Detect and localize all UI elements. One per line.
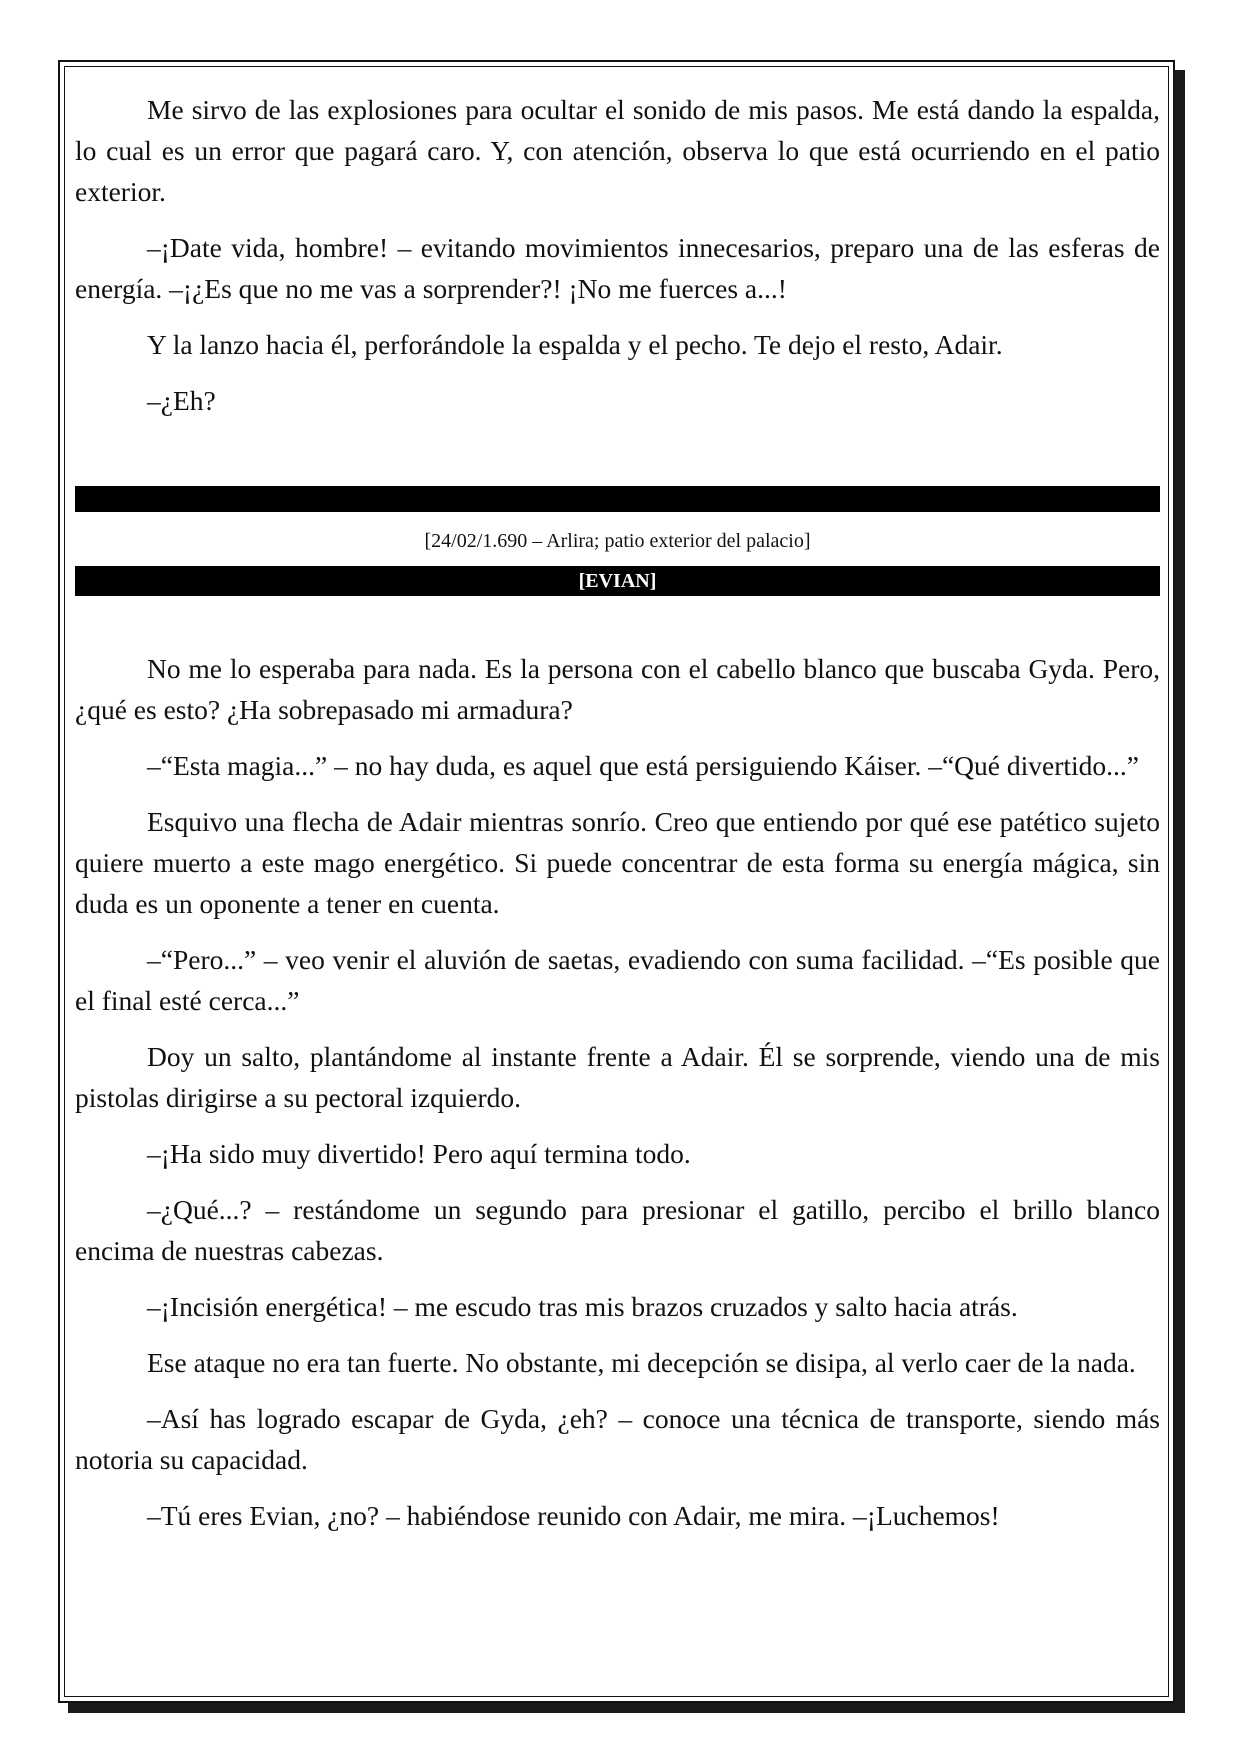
paragraph: –Así has logrado escapar de Gyda, ¿eh? – conoce una técnica de transporte, siendo más notoria su capacidad. — [75, 1403, 1160, 1475]
paragraph: Doy un salto, plantándome al instante frente a Adair. Él se sorprende, viendo una de mis pistolas dirigirse a su pectoral izquierdo. — [75, 1041, 1160, 1113]
paragraph: –¡Incisión energética! – me escudo tras mis brazos cruzados y salto hacia atrás. — [147, 1291, 1018, 1322]
scene-character-header: [EVIAN] — [75, 566, 1160, 596]
scene-dateline: [24/02/1.690 – Arlira; patio exterior del palacio] — [424, 530, 811, 552]
paragraph: –¡Ha sido muy divertido! Pero aquí termina todo. — [147, 1138, 691, 1169]
paragraph: –¿Qué...? – restándome un segundo para presionar el gatillo, percibo el brillo blanco encima de nuestras cabezas. — [75, 1194, 1160, 1266]
paragraph: Y la lanzo hacia él, perforándole la espalda y el pecho. Te dejo el resto, Adair. — [147, 329, 1003, 360]
paragraph: –¿Eh? — [147, 385, 216, 416]
paragraph: –¡Date vida, hombre! – evitando movimientos innecesarios, preparo una de las esferas de energía. –¡¿Es que no me vas a sorprender?! ¡No me fuerces a...! — [75, 232, 1160, 304]
paragraph: Esquivo una flecha de Adair mientras sonrío. Creo que entiendo por qué ese patético sujeto quiere muerto a este mago energético. Si puede concentrar de esta forma su energía mágica, sin duda es un oponente a tener en cuenta. — [75, 806, 1160, 919]
paragraph: –“Pero...” – veo venir el aluvión de saetas, evadiendo con suma facilidad. –“Es posible que el final esté cerca...” — [75, 944, 1160, 1016]
paragraph: –“Esta magia...” – no hay duda, es aquel que está persiguiendo Káiser. –“Qué divertido...” — [147, 750, 1139, 781]
paragraph: –Tú eres Evian, ¿no? – habiéndose reunido con Adair, me mira. –¡Luchemos! — [147, 1500, 1000, 1531]
paragraph: Me sirvo de las explosiones para ocultar el sonido de mis pasos. Me está dando la espalda, lo cual es un error que pagará caro. Y, con atención, observa lo que está ocurriendo en el patio exterior. — [75, 94, 1160, 207]
scene-break-bar — [75, 486, 1160, 512]
paragraph: No me lo esperaba para nada. Es la persona con el cabello blanco que buscaba Gyda. Pero, ¿qué es esto? ¿Ha sobrepasado mi armadura? — [75, 653, 1160, 725]
paragraph: Ese ataque no era tan fuerte. No obstante, mi decepción se disipa, al verlo caer de la nada. — [147, 1347, 1136, 1378]
page-frame — [58, 60, 1175, 1703]
page-content — [75, 77, 1160, 1551]
